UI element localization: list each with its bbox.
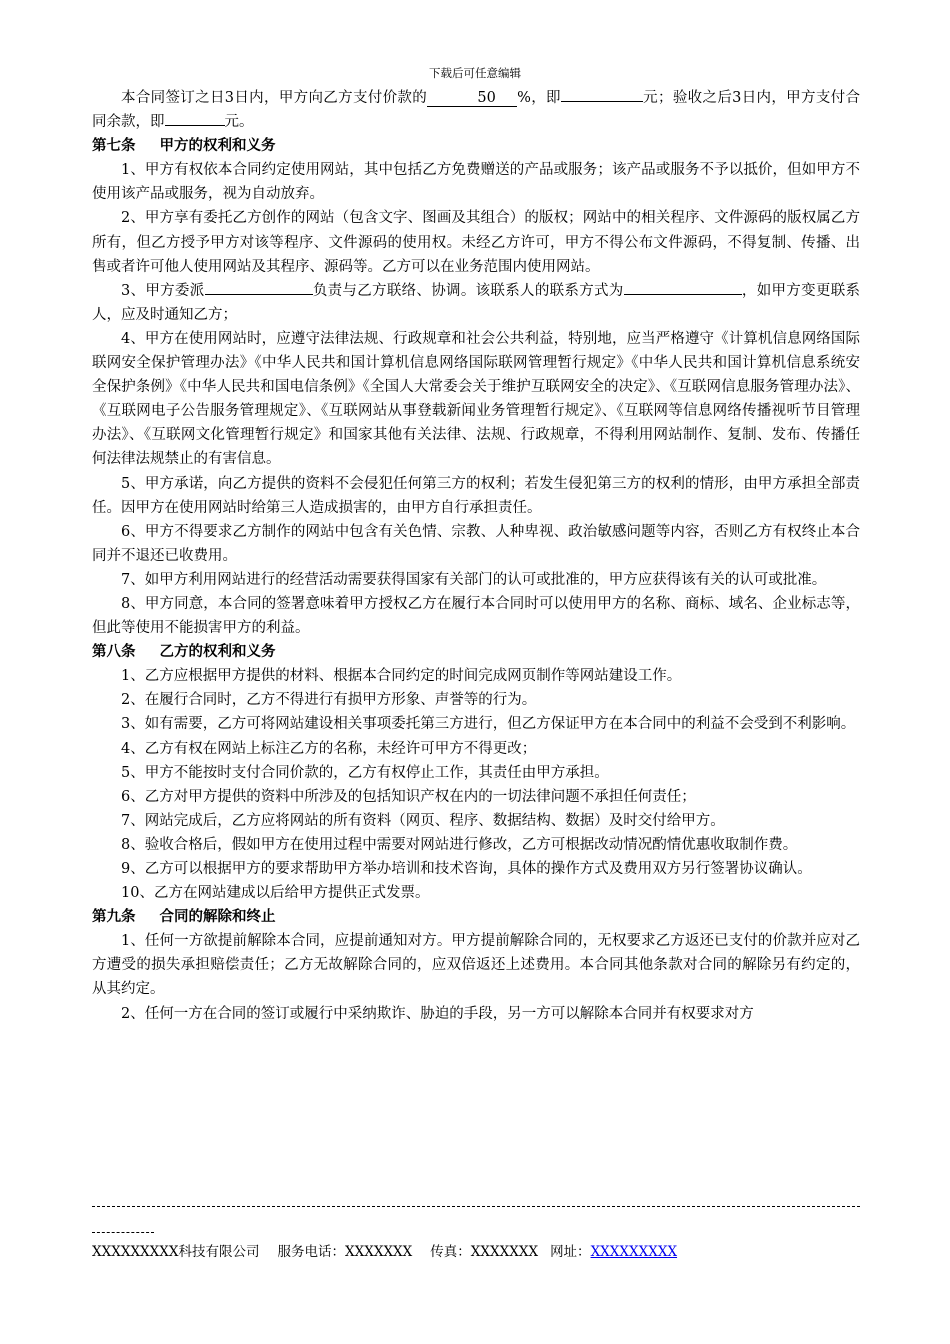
percent-blank: 50: [427, 90, 517, 107]
article-7-heading: [92, 134, 860, 158]
article-8-item: 4、乙方有权在网站上标注乙方的名称，未经许可甲方不得更改；: [121, 740, 537, 757]
article-8-item: 8、验收合格后，假如甲方在使用过程中需要对网站进行修改，乙方可根据改动情况酌情优惠收取制作费。: [121, 836, 798, 853]
contact-text-2: 负责与乙方联络、协调。该联系人的联系方式为: [312, 282, 624, 299]
footer-divider-tail: [92, 1232, 154, 1233]
article-8-item: 1、乙方应根据甲方提供的材料、根据本合同约定的时间完成网页制作等网站建设工作。: [121, 668, 682, 685]
footer-phone: 服务电话：XXXXXXX: [277, 1244, 413, 1260]
article-7-item: 1、甲方有权依本合同约定使用网站，其中包括乙方免费赠送的产品或服务；该产品或服务不予以抵价，但如甲方不使用该产品或服务，视为自动放弃。: [92, 162, 860, 203]
footer-divider: [92, 1206, 860, 1207]
page-header: 下载后可任意编辑: [429, 66, 521, 80]
article-8-item: 2、在履行合同时，乙方不得进行有损甲方形象、声誉等的行为。: [121, 692, 537, 709]
footer-fax: 传真：XXXXXXX: [430, 1244, 539, 1260]
article-8-item: 7、网站完成后，乙方应将网站的所有资料（网页、程序、数据结构、数据）及时交付给甲方。: [121, 812, 725, 829]
balance-blank: [165, 125, 225, 126]
page-footer: [92, 1242, 860, 1262]
article-8-title: 乙方的权利和义务: [159, 643, 276, 661]
payment-text-1: 本合同签订之日3日内，甲方向乙方支付价款的: [121, 90, 428, 106]
payment-clause: [92, 86, 860, 134]
article-7-item: 4、甲方在使用网站时，应遵守法律法规、行政规章和社会公共利益，特别地，应当严格遵守《计算机信息网络国际联网安全保护管理办法》《中华人民共和国计算机信息网络国际联网管理暂行规定》《中华人民共和国计算机信息系统安全保护条例》《中华人民共和国电信条例》《全国人大常委会关于维护互联网安全的决定》、《互联网信息服务管理办法》、《互联网电子公告服务管理规定》、《互联网站从事登载新闻业务管理暂行规定》、《互联网等信息网络传播视听节目管理办法》、《互联网文化管理暂行规定》和国家其他有关法律、法规、行政规章，不得利用网站制作、复制、发布、传播任何法律法规禁止的有害信息。: [92, 330, 860, 468]
article-7-item: 6、甲方不得要求乙方制作的网站中包含有关色情、宗教、人种卑视、政治敏感问题等内容，否则乙方有权终止本合同并不退还已收费用。: [92, 523, 860, 564]
article-8-item: 5、甲方不能按时支付合同价款的，乙方有权停止工作，其责任由甲方承担。: [121, 764, 609, 781]
article-7-item: 2、甲方享有委托乙方创作的网站（包含文字、图画及其组合）的版权；网站中的相关程序、文件源码的版权属乙方所有，但乙方授予甲方对该等程序、文件源码的使用权。未经乙方许可，甲方不得公布文件源码，不得复制、传播、出售或者许可他人使用网站及其程序、源码等。乙方可以在业务范围内使用网站。: [92, 210, 860, 275]
article-8-item: 6、乙方对甲方提供的资料中所涉及的包括知识产权在内的一切法律问题不承担任何责任；: [121, 788, 696, 805]
article-9-heading: [92, 905, 860, 929]
amount-blank: [561, 101, 643, 102]
footer-web-label: 网址：: [550, 1244, 591, 1260]
article-7-item: 5、甲方承诺，向乙方提供的资料不会侵犯任何第三方的权利；若发生侵犯第三方的权利的情形，由甲方承担全部责任。因甲方在使用网站时给第三人造成损害的，由甲方自行承担责任。: [92, 475, 860, 516]
article-8-item: 3、如有需要，乙方可将网站建设相关事项委托第三方进行，但乙方保证甲方在本合同中的利益不会受到不利影响。: [121, 716, 856, 733]
article-9-item: 2、任何一方在合同的签订或履行中采纳欺诈、胁迫的手段，另一方可以解除本合同并有权要求对方: [121, 1005, 754, 1022]
article-9-number: 第九条: [92, 908, 136, 926]
contact-method-blank: [624, 294, 742, 295]
contact-text-3: ，如甲方变更联系人，应及时通知乙方；: [92, 282, 861, 323]
article-8-heading: [92, 640, 860, 664]
article-7-item: 7、如甲方利用网站进行的经营活动需要获得国家有关部门的认可或批准的，甲方应获得该有关的认可或批准。: [121, 571, 827, 588]
footer-company: XXXXXXXXX科技有限公司: [92, 1244, 260, 1260]
article-9-item: 1、任何一方欲提前解除本合同，应提前通知对方。甲方提前解除合同的，无权要求乙方返还已支付的价款并应对乙方遭受的损失承担赔偿责任；乙方无故解除合同的，应双倍返还上述费用。本合同其他条款对合同的解除另有约定的，从其约定。: [92, 933, 860, 998]
article-7-item-contact: [92, 279, 860, 327]
article-8-number: 第八条: [92, 643, 136, 661]
contact-text-1: 3、甲方委派: [121, 282, 205, 299]
contact-person-blank: [205, 294, 313, 295]
article-7-item: 8、甲方同意，本合同的签署意味着甲方授权乙方在履行本合同时可以使用甲方的名称、商标、域名、企业标志等，但此等使用不能损害甲方的利益。: [92, 595, 860, 637]
payment-text-2: %，即: [517, 90, 561, 106]
article-7-title: 甲方的权利和义务: [159, 137, 276, 155]
article-8-item: 9、乙方可以根据甲方的要求帮助甲方举办培训和技术咨询，具体的操作方式及费用双方另行签署协议确认。: [121, 861, 812, 877]
payment-text-3: 元；验收之后3日内，甲方支付合同余款，即: [92, 90, 860, 131]
article-7-number: 第七条: [92, 137, 136, 155]
footer-website-link[interactable]: XXXXXXXXX: [590, 1244, 678, 1260]
payment-text-4: 元。: [224, 114, 254, 131]
article-8-item: 10、乙方在网站建成以后给甲方提供正式发票。: [121, 885, 430, 902]
contract-body: [92, 86, 860, 1026]
article-9-title: 合同的解除和终止: [159, 908, 276, 926]
